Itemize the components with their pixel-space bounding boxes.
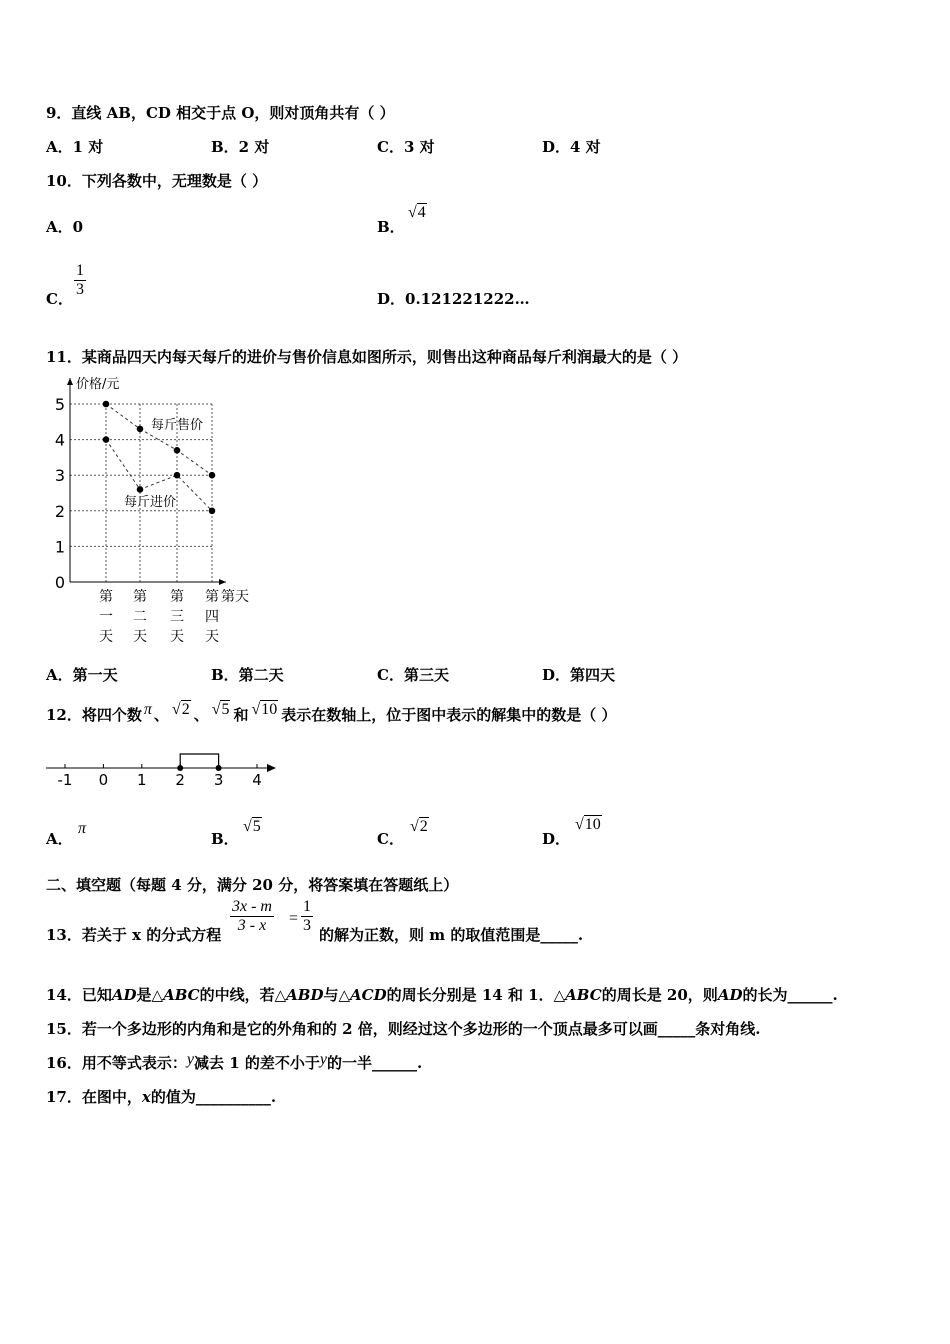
x-tick-label-char: 第 — [133, 589, 147, 605]
q12-option-a-value: π — [78, 820, 87, 837]
data-point — [137, 486, 144, 493]
q12-option-d-label: D． — [542, 830, 571, 848]
q13-prefix: 13．若关于 x 的分式方程 — [46, 926, 222, 944]
data-point — [103, 436, 110, 443]
q12-option-c-label: C． — [377, 830, 404, 848]
data-point — [174, 447, 181, 454]
data-point — [103, 401, 110, 408]
chart-axes — [67, 378, 226, 585]
q11-option-d: D．第四天 — [542, 666, 616, 684]
q10-option-c-label: C． — [46, 290, 73, 308]
x-tick-label-char: 一 — [99, 609, 113, 625]
solution-endpoint — [177, 765, 183, 771]
x-tick-label-char: 第 — [99, 589, 113, 605]
q9-option-c: C．3 对 — [377, 138, 435, 156]
number-line-label: 3 — [213, 771, 224, 789]
number-line-label: 1 — [137, 771, 147, 789]
x-tick-label-char: 天 — [170, 629, 184, 642]
x-tick-label-char: 天 — [99, 629, 113, 642]
x-tick-label-char: 三 — [170, 609, 184, 625]
q12-and: 和 — [233, 706, 249, 724]
q13-lhs-fraction: $\frac{3x - m}{3 - x}$ — [232, 898, 272, 934]
x-tick-label-char: 四 — [205, 609, 219, 625]
q12-sep-2: 、 — [193, 706, 209, 724]
x-tick-label-char: 二 — [133, 609, 147, 625]
series-label-sell: 每斤售价 — [151, 418, 204, 433]
x-tick-label-char: 第 — [205, 589, 219, 605]
number-line-label: 0 — [98, 771, 109, 789]
data-point — [174, 472, 181, 479]
y-tick-label: 3 — [54, 466, 66, 486]
x-axis-arrow — [219, 579, 226, 585]
y-axis-label: 价格/元 — [76, 377, 120, 392]
q12-sqrt10: √10 — [251, 701, 278, 718]
solution-bracket — [180, 754, 218, 768]
number-line-label: 4 — [252, 771, 262, 789]
q9-option-a: A．1 对 — [46, 138, 104, 156]
q12-option-b-value: √5 — [243, 818, 261, 835]
q17-text: 17．在图中，x的值为__________. — [46, 1088, 277, 1106]
x-tick-label-char: 第 — [170, 589, 184, 605]
q14-text: 14．已知AD是△ABC的中线，若△ABD与△ACD的周长分别是 14 和 1．△ABC的周长是 20，则AD的长为______. — [46, 986, 838, 1004]
q11-option-b: B．第二天 — [211, 666, 284, 684]
q11-stem: 11．某商品四天内每天每斤的进价与售价信息如图所示，则售出这种商品每斤利润最大的是（ ） — [46, 348, 688, 366]
q12-pi: π — [143, 701, 152, 718]
y-tick-label: 4 — [54, 430, 66, 450]
section-2-heading: 二、填空题（每题 4 分，满分 20 分，将答案填在答题纸上） — [46, 876, 459, 894]
number-line-arrow — [267, 764, 276, 772]
q13-equals: = — [289, 910, 299, 927]
q10-option-c-fraction: $\frac{1}{3}$ — [76, 262, 84, 298]
y-axis-arrow — [67, 378, 73, 385]
x-tick-label-char: 天 — [133, 629, 147, 642]
number-line-group — [46, 754, 276, 789]
q9-stem: 9．直线 AB，CD 相交于点 O，则对顶角共有（ ） — [46, 104, 395, 122]
q12-stem-suffix: 表示在数轴上，位于图中表示的解集中的数是（ ） — [281, 706, 617, 724]
y-tick-label: 2 — [54, 501, 66, 521]
q10-stem: 10．下列各数中，无理数是（ ） — [46, 172, 268, 190]
q13-rhs-fraction: $\frac{1}{3}$ — [303, 898, 311, 934]
q12-sqrt5: √5 — [211, 701, 230, 718]
number-line-label: -1 — [57, 771, 73, 789]
q10-option-d: D．0.121221222… — [377, 290, 530, 308]
data-point — [209, 508, 216, 515]
q10-option-b-value: √4 — [408, 204, 426, 221]
solution-endpoint — [216, 765, 222, 771]
chart-labels — [55, 376, 249, 642]
q15-text: 15．若一个多边形的内角和是它的外角和的 2 倍，则经过这个多边形的一个顶点最多可以画_____条对角线. — [46, 1020, 761, 1038]
q12-option-c-value: √2 — [410, 818, 428, 835]
y-tick-label: 1 — [54, 537, 66, 557]
q11-option-a: A．第一天 — [46, 666, 118, 684]
q10-option-b-label: B． — [377, 218, 405, 236]
q12-option-d-value: √10 — [575, 816, 601, 833]
q12-sqrt2: √2 — [171, 701, 190, 718]
q12-number-line — [40, 748, 290, 792]
y-tick-label: 5 — [54, 395, 66, 414]
q12-stem-prefix: 12．将四个数 — [46, 706, 142, 724]
q11-option-c: C．第三天 — [377, 666, 449, 684]
x-tick-label-char: 天 — [205, 629, 219, 642]
q12-stem — [46, 701, 617, 725]
x-axis-label: 第天 — [221, 589, 249, 605]
q10-option-a: A．0 — [46, 218, 84, 236]
q13-suffix: 的解为正数，则 m 的取值范围是_____. — [319, 926, 584, 944]
number-line-label: 2 — [175, 771, 185, 789]
data-point — [137, 426, 144, 433]
data-point — [209, 472, 216, 479]
series-label-buy: 每斤进价 — [124, 495, 177, 510]
q16-text: 16．用不等式表示：y减去 1 的差不小于y的一半______. — [46, 1051, 423, 1072]
q12-option-b-label: B． — [211, 830, 239, 848]
q9-option-b: B．2 对 — [211, 138, 270, 156]
q12-sep-1: 、 — [153, 706, 169, 724]
q12-option-a-label: A． — [46, 830, 73, 848]
q9-option-d: D．4 对 — [542, 138, 601, 156]
y-tick-label: 0 — [54, 573, 66, 592]
q11-price-chart — [40, 372, 250, 642]
